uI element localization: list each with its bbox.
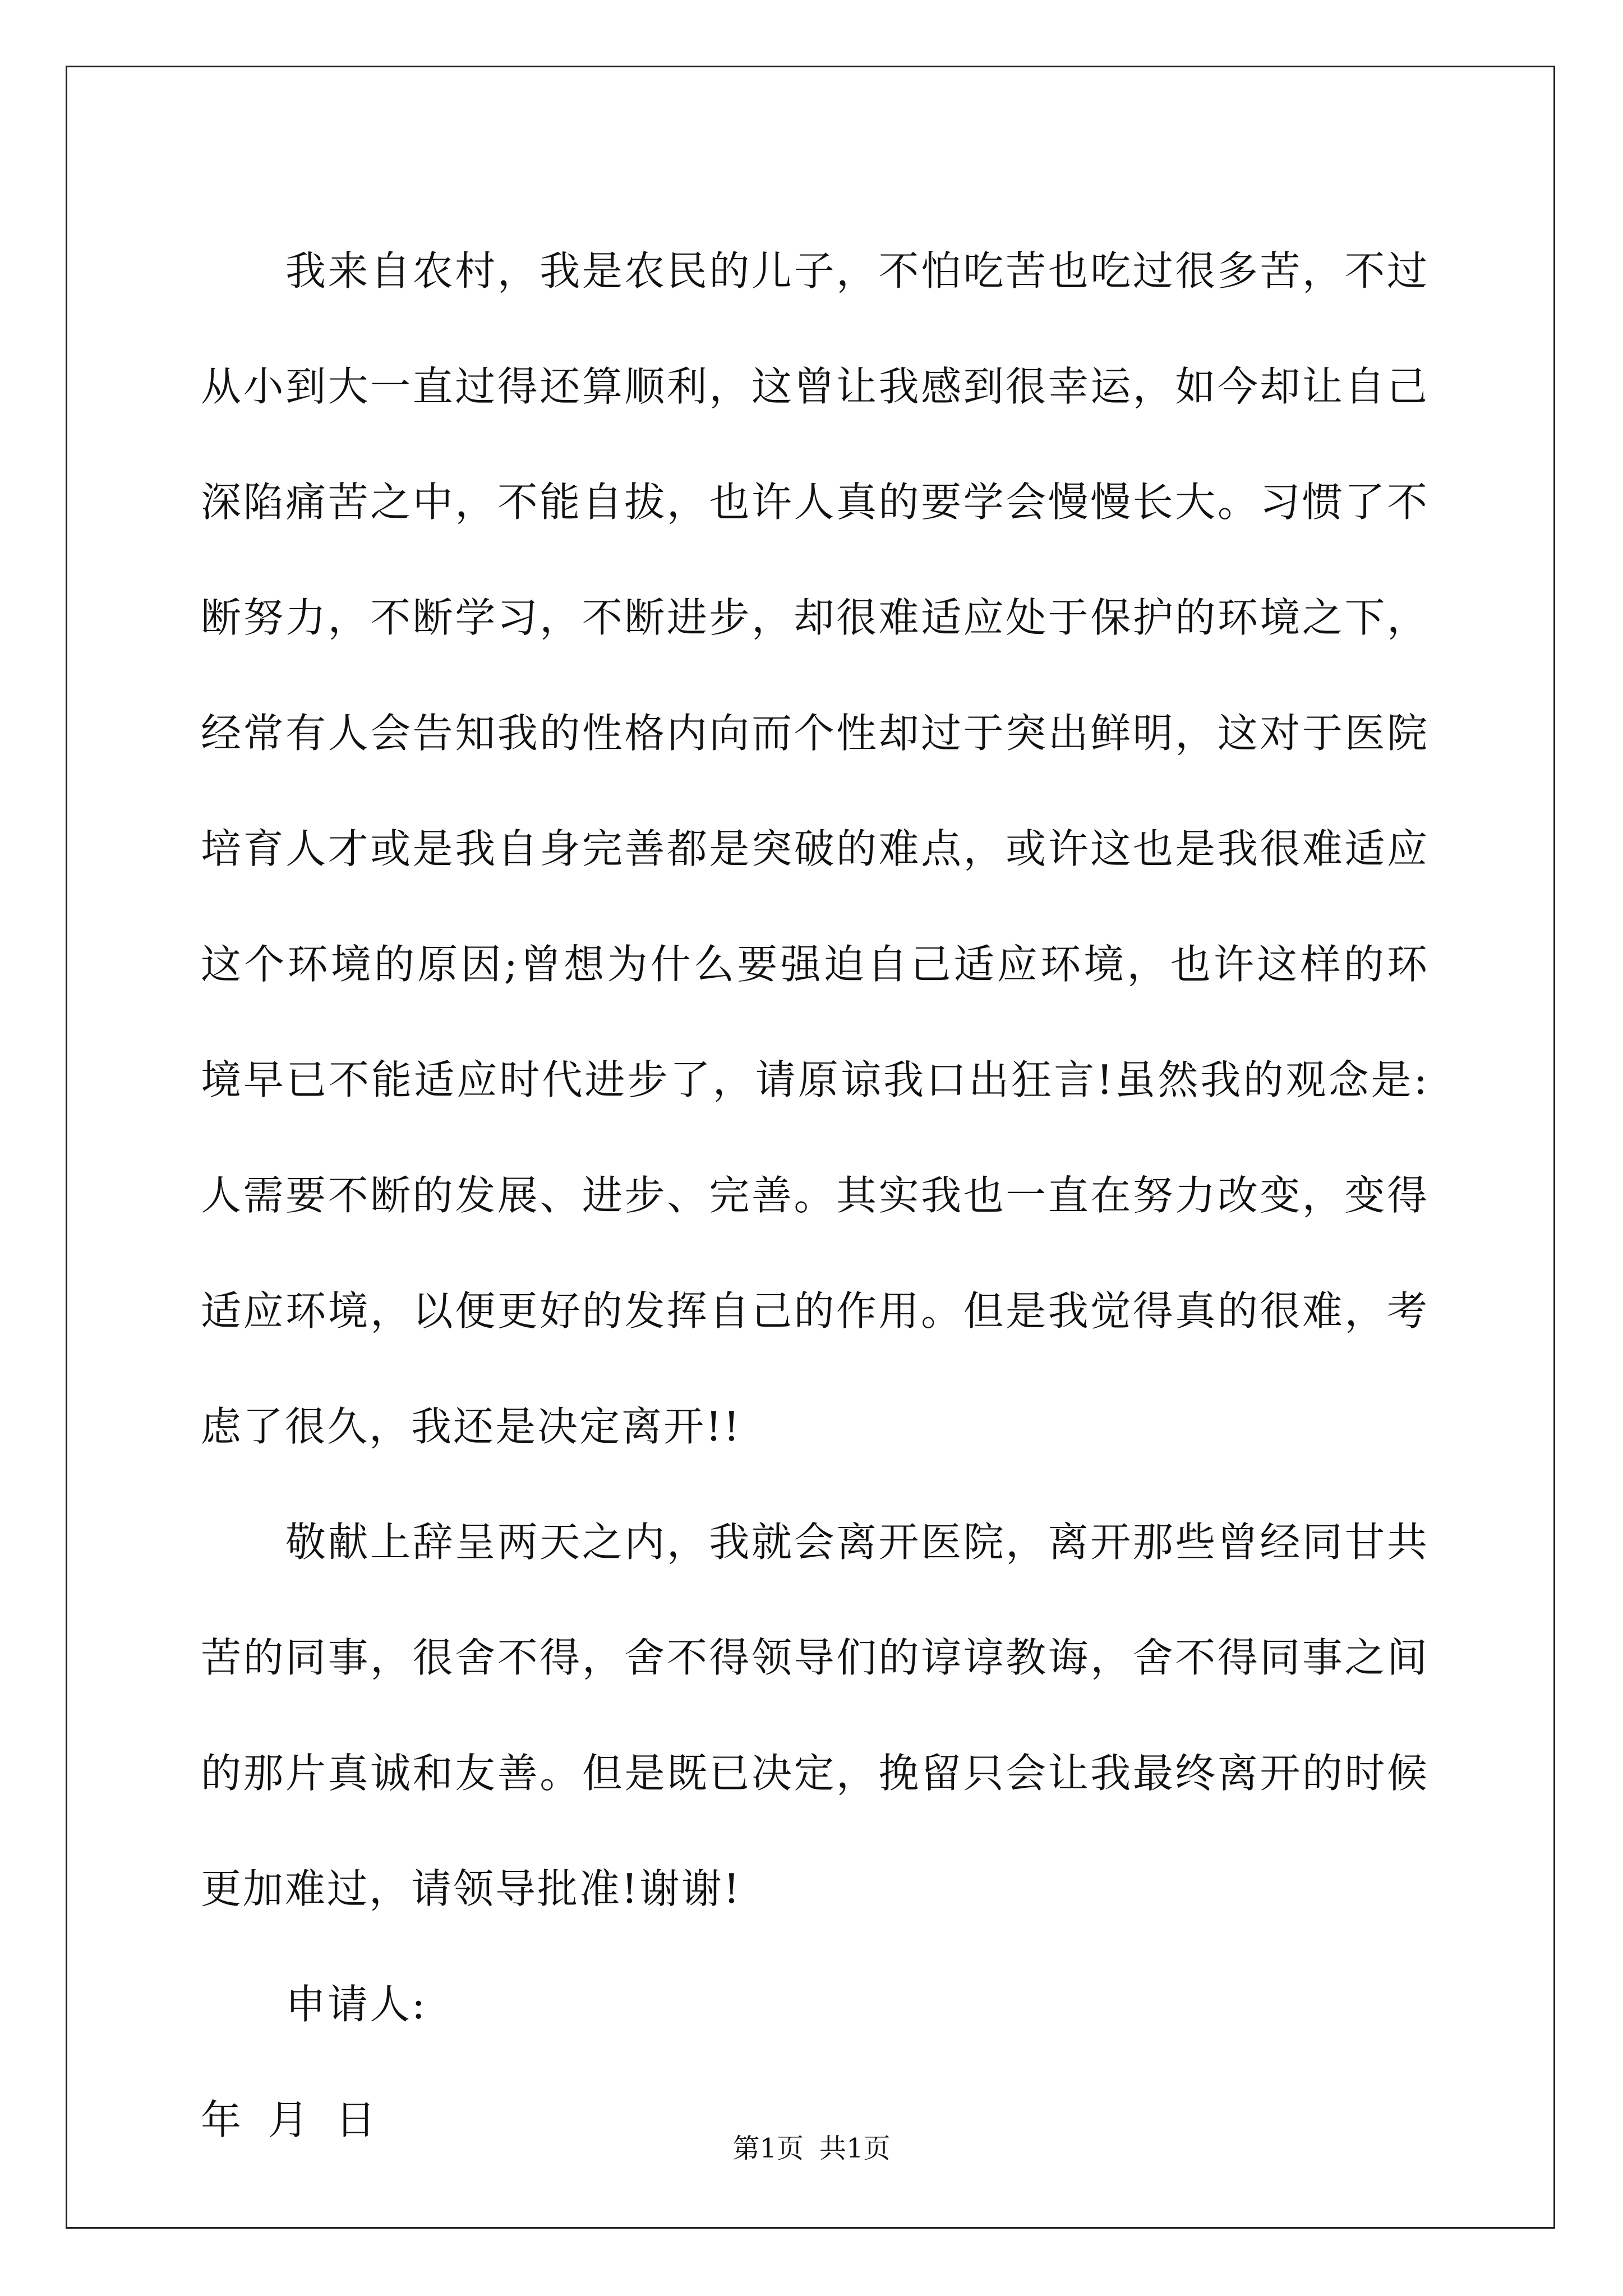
- paragraph-1: 我来自农村，我是农民的儿子，不怕吃苦也吃过很多苦，不过从小到大一直过得还算顺利，这曾让我感到很幸运，如今却让自己深陷痛苦之中，不能自拔，也许人真的要学会慢慢长大。习惯了不断努力，不断学习，不断进步，却很难适应处于保护的环境之下，经常有人会告知我的性格内向而个性却过于突出鲜明，这对于医院培育人才或是我自身完善都是突破的难点，或许这也是我很难适应这个环境的原因;曾想为什么要强迫自己适应环境，也许这样的环境早已不能适应时代进步了，请原谅我口出狂言!虽然我的观念是:人需要不断的发展、进步、完善。其实我也一直在努力改变，变得适应环境，以便更好的发挥自己的作用。但是我觉得真的很难，考虑了很久，我还是决定离开!!: [201, 247, 1429, 1450]
- page-number-total: 共1页: [819, 2133, 891, 2164]
- page-footer: [0, 2132, 1623, 2165]
- date-day: 日: [335, 2096, 376, 2143]
- letter-body: [201, 213, 1429, 2178]
- page-number-current: 第1页: [732, 2133, 804, 2164]
- paragraph-2: 敬献上辞呈两天之内，我就会离开医院，离开那些曾经同甘共苦的同事，很舍不得，舍不得领导们的谆谆教诲，舍不得同事之间的那片真诚和友善。但是既已决定，挽留只会让我最终离开的时候更加难过，请领导批准!谢谢!: [201, 1519, 1429, 1912]
- date-year: 年: [201, 2096, 242, 2143]
- applicant-label: 申请人:: [285, 1981, 427, 2028]
- date-month: 月: [268, 2096, 309, 2143]
